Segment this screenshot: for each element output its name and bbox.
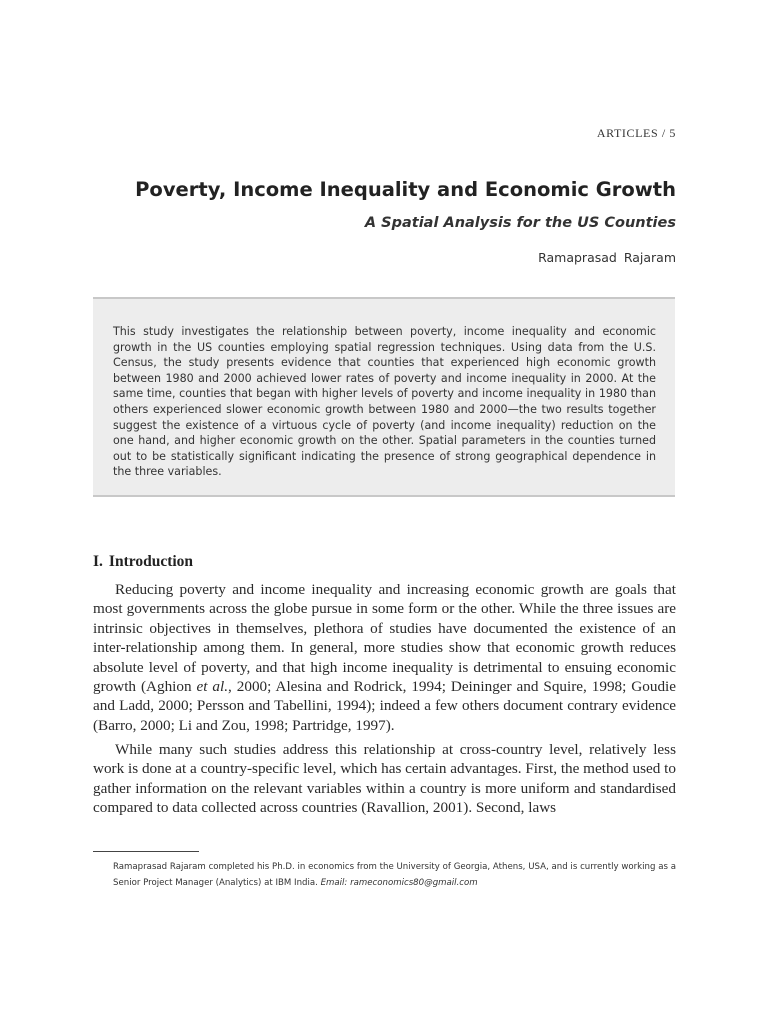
article-subtitle: A Spatial Analysis for the US Counties [364,215,676,231]
author-footnote [113,859,676,891]
paragraph-1-text-a: Reducing poverty and income inequality and increasing economic growth are goals that most governments across the globe pursue in some form or the other. While the three issues are intrinsic objectives in themselves, plethora of studies have documented the existence of an inter-relationship among them. In general, more studies show that economic growth reduces absolute level of poverty, and that high income inequality is detrimental to ensuing economic growth (Aghion [93,581,676,696]
author-name: Ramaprasad Rajaram [538,250,676,265]
footnote-divider [93,851,199,852]
running-head: ARTICLES / 5 [596,126,676,140]
paragraph-1-text-b: , 2000; Alesina and Rodrick, 1994; Deininger and Squire, 1998; Goudie and Ladd, 2000; Persson and Tabellini, 1994); indeed a few others document contrary evidence (Barro, 2000; Li and Zou, 1998; Partridge, 1997). [93,678,677,734]
footnote-email: Email: rameconomics80@gmail.com [320,878,478,888]
article-title: Poverty, Income Inequality and Economic Growth [135,178,676,201]
abstract-text: This study investigates the relationship between poverty, income inequality and economic growth in the US counties employing spatial regression techniques. Using data from the U.S. Census, the study presents evidence that counties that experienced high economic growth between 1980 and 2000 achieved lower rates of poverty and income inequality in 2000. At the same time, counties that began with higher levels of poverty and income inequality in 1980 than others experienced slower economic growth between 1980 and 2000—the two results together suggest the existence of a virtuous cycle of poverty (and income inequality) reduction on the one hand, and higher economic growth on the other. Spatial parameters in the counties turned out to be statistically significant indicating the presence of strong geographical dependence in the three variables. [113,325,656,479]
section-number: I. [93,553,103,570]
section-title: Introduction [108,553,194,570]
paragraph-1-italic: et al. [196,678,229,696]
footnote-text: Ramaprasad Rajaram completed his Ph.D. in economics from the University of Georgia, Athens, USA, and is currently working as a Senior Project Manager (Analytics) at IBM India. [113,862,676,888]
body-paragraph-1 [93,580,676,735]
body-paragraph-2: While many such studies address this relationship at cross-country level, relatively less work is done at a country-specific level, which has certain advantages. First, the method used to gather information on the relevant variables within a country is more uniform and standardised compared to data collected across countries (Ravallion, 2001). Second, laws [93,741,676,817]
section-heading [93,553,193,571]
abstract-box [93,297,675,497]
